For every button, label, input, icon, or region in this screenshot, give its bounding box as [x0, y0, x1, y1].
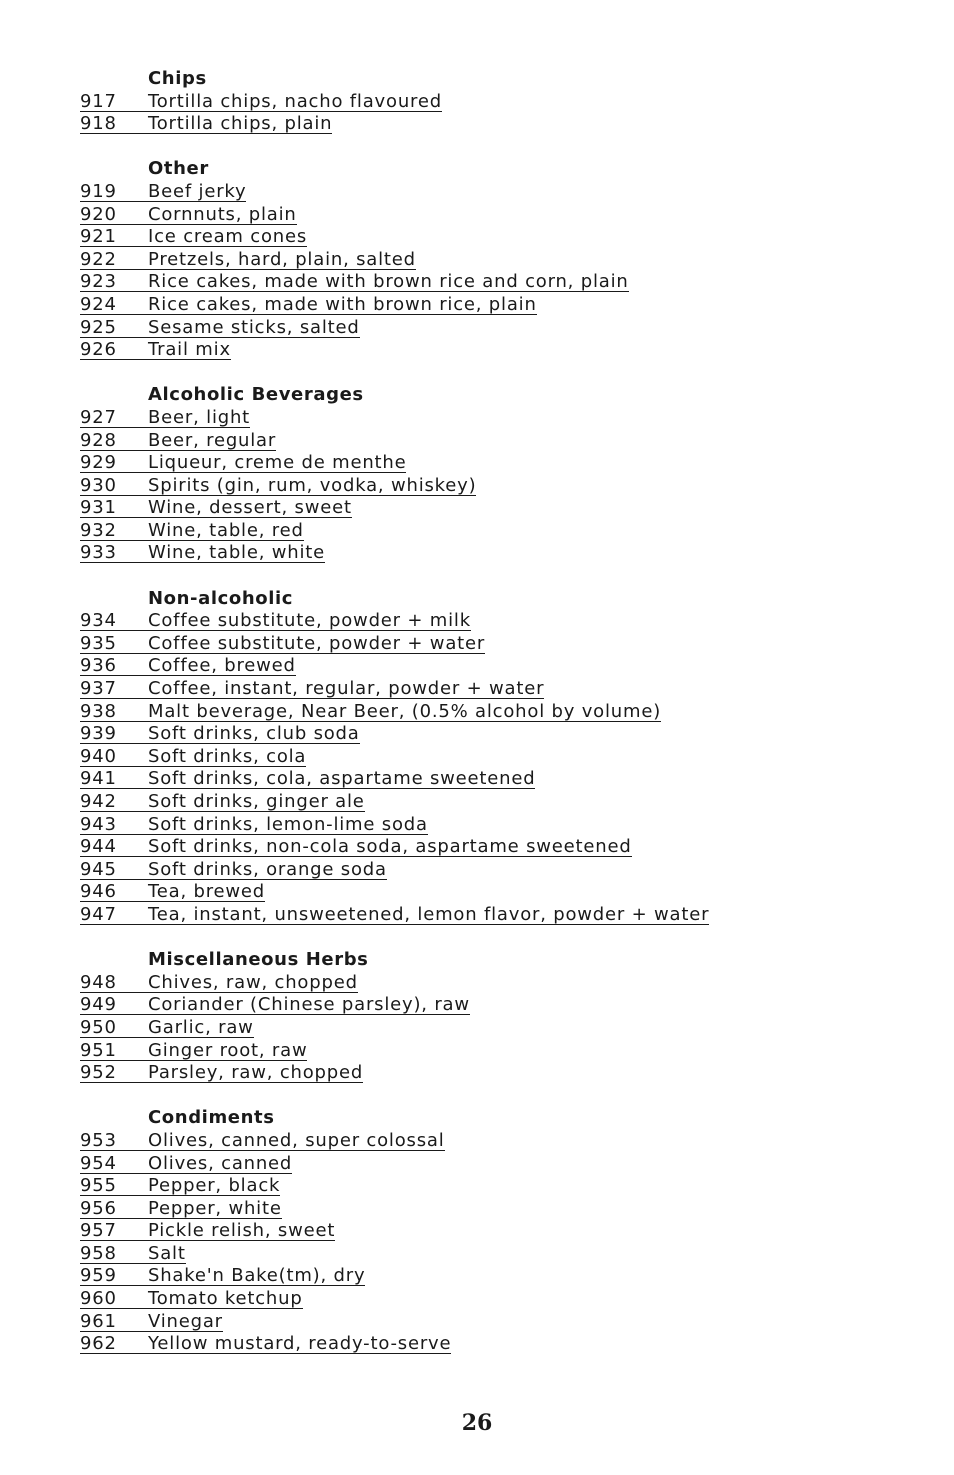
food-item-underlined — [80, 92, 442, 112]
food-item-row — [80, 1040, 880, 1063]
food-item-underlined — [80, 611, 471, 631]
food-item-row — [80, 113, 880, 136]
food-item-underlined — [80, 543, 325, 563]
food-code: 933 — [80, 542, 117, 564]
food-code: 944 — [80, 836, 117, 858]
food-item-row — [80, 859, 880, 882]
food-item-underlined — [80, 498, 352, 518]
food-description: Pepper, black — [148, 1175, 281, 1197]
food-item-row — [80, 633, 880, 656]
food-description: Pickle relish, sweet — [148, 1220, 336, 1242]
food-description: Coffee substitute, powder + milk — [148, 610, 471, 632]
food-code: 932 — [80, 519, 117, 541]
food-item-row — [80, 1288, 880, 1311]
food-code: 954 — [80, 1152, 117, 1174]
food-item-underlined — [80, 634, 485, 654]
section-heading: Condiments — [148, 1107, 275, 1129]
food-description: Rice cakes, made with brown rice and corn, plain — [148, 271, 629, 293]
food-code: 945 — [80, 858, 117, 880]
food-description: Tea, instant, unsweetened, lemon flavor, powder + water — [148, 903, 710, 925]
food-section — [80, 384, 880, 565]
food-code: 920 — [80, 203, 117, 225]
food-description: Soft drinks, orange soda — [148, 858, 387, 880]
food-code: 947 — [80, 903, 117, 925]
food-description: Wine, table, red — [148, 519, 304, 541]
food-item-row — [80, 226, 880, 249]
food-item-row — [80, 497, 880, 520]
food-description: Soft drinks, non-cola soda, aspartame sweetened — [148, 836, 632, 858]
food-description: Olives, canned, super colossal — [148, 1129, 445, 1151]
food-item-row — [80, 1265, 880, 1288]
food-item-row — [80, 542, 880, 565]
food-item-row — [80, 294, 880, 317]
food-description: Tomato ketchup — [148, 1288, 303, 1310]
food-item-row — [80, 723, 880, 746]
food-code: 949 — [80, 994, 117, 1016]
food-description: Tortilla chips, plain — [148, 113, 333, 135]
food-item-underlined — [80, 1266, 365, 1286]
food-item-underlined — [80, 1176, 280, 1196]
food-description: Pretzels, hard, plain, salted — [148, 248, 416, 270]
food-section — [80, 158, 880, 361]
food-code: 955 — [80, 1175, 117, 1197]
food-code: 950 — [80, 1016, 117, 1038]
food-description: Wine, dessert, sweet — [148, 497, 352, 519]
food-item-row — [80, 1333, 880, 1356]
food-item-underlined — [80, 679, 544, 699]
food-item-row — [80, 317, 880, 340]
food-item-underlined — [80, 792, 365, 812]
food-item-row — [80, 339, 880, 362]
food-item-row — [80, 1198, 880, 1221]
food-item-row — [80, 1153, 880, 1176]
food-item-row — [80, 791, 880, 814]
food-item-row — [80, 904, 880, 927]
food-description: Ice cream cones — [148, 226, 308, 248]
food-item-row — [80, 655, 880, 678]
food-item-underlined — [80, 521, 304, 541]
food-description: Liqueur, creme de menthe — [148, 452, 407, 474]
food-item-underlined — [80, 250, 416, 270]
food-code: 958 — [80, 1242, 117, 1264]
food-item-row — [80, 407, 880, 430]
food-description: Spirits (gin, rum, vodka, whiskey) — [148, 474, 477, 496]
food-item-underlined — [80, 656, 296, 676]
food-description: Ginger root, raw — [148, 1039, 308, 1061]
food-code: 929 — [80, 452, 117, 474]
food-item-underlined — [80, 431, 276, 451]
food-code: 935 — [80, 632, 117, 654]
food-item-row — [80, 836, 880, 859]
food-description: Beer, light — [148, 406, 251, 428]
food-item-row — [80, 1017, 880, 1040]
food-description: Soft drinks, cola, aspartame sweetened — [148, 768, 536, 790]
food-item-row — [80, 91, 880, 114]
food-item-underlined — [80, 995, 470, 1015]
food-code: 924 — [80, 293, 117, 315]
food-section — [80, 1107, 880, 1356]
food-description: Coffee substitute, powder + water — [148, 632, 486, 654]
food-item-row — [80, 181, 880, 204]
food-item-row — [80, 972, 880, 995]
section-heading: Miscellaneous Herbs — [148, 949, 369, 971]
food-description: Beef jerky — [148, 180, 247, 202]
food-code: 953 — [80, 1129, 117, 1151]
food-section — [80, 68, 880, 136]
food-code: 928 — [80, 429, 117, 451]
food-item-underlined — [80, 747, 306, 767]
food-description: Tea, brewed — [148, 881, 266, 903]
food-description: Beer, regular — [148, 429, 277, 451]
food-code: 917 — [80, 90, 117, 112]
food-code: 930 — [80, 474, 117, 496]
food-description: Coffee, instant, regular, powder + water — [148, 678, 545, 700]
food-description: Yellow mustard, ready-to-serve — [148, 1333, 452, 1355]
food-item-underlined — [80, 1244, 186, 1264]
food-item-underlined — [80, 205, 297, 225]
food-item-underlined — [80, 1312, 223, 1332]
food-item-underlined — [80, 227, 307, 247]
food-item-row — [80, 994, 880, 1017]
food-item-underlined — [80, 453, 406, 473]
food-code: 943 — [80, 813, 117, 835]
food-item-underlined — [80, 905, 709, 925]
food-description: Soft drinks, lemon-lime soda — [148, 813, 428, 835]
food-code: 956 — [80, 1197, 117, 1219]
food-item-underlined — [80, 1063, 363, 1083]
food-item-underlined — [80, 882, 265, 902]
food-item-row — [80, 814, 880, 837]
food-item-underlined — [80, 476, 476, 496]
food-description: Pepper, white — [148, 1197, 282, 1219]
food-item-row — [80, 430, 880, 453]
food-item-underlined — [80, 114, 332, 134]
food-description: Olives, canned — [148, 1152, 293, 1174]
food-description: Trail mix — [148, 339, 231, 361]
food-item-row — [80, 475, 880, 498]
food-item-underlined — [80, 318, 360, 338]
food-code: 934 — [80, 610, 117, 632]
food-item-underlined — [80, 182, 246, 202]
section-heading: Non-alcoholic — [148, 587, 294, 609]
food-code: 961 — [80, 1310, 117, 1332]
food-item-row — [80, 746, 880, 769]
food-code: 919 — [80, 180, 117, 202]
section-heading: Other — [148, 158, 209, 180]
food-code: 948 — [80, 971, 117, 993]
food-item-row — [80, 520, 880, 543]
food-code: 952 — [80, 1062, 117, 1084]
food-item-underlined — [80, 295, 537, 315]
food-description: Vinegar — [148, 1310, 223, 1332]
food-code: 960 — [80, 1288, 117, 1310]
food-code: 941 — [80, 768, 117, 790]
food-item-underlined — [80, 724, 360, 744]
food-item-underlined — [80, 1289, 303, 1309]
food-code: 937 — [80, 678, 117, 700]
food-item-underlined — [80, 1221, 335, 1241]
food-description: Coffee, brewed — [148, 655, 296, 677]
food-description: Wine, table, white — [148, 542, 326, 564]
food-code: 957 — [80, 1220, 117, 1242]
food-code: 962 — [80, 1333, 117, 1355]
food-section — [80, 949, 880, 1085]
food-item-row — [80, 1311, 880, 1334]
food-code: 925 — [80, 316, 117, 338]
food-item-underlined — [80, 1154, 292, 1174]
food-code: 938 — [80, 700, 117, 722]
section-heading: Chips — [148, 68, 207, 89]
food-item-row — [80, 1130, 880, 1153]
food-section — [80, 588, 880, 927]
food-description: Malt beverage, Near Beer, (0.5% alcohol by volume) — [148, 700, 662, 722]
food-item-underlined — [80, 769, 535, 789]
food-code: 923 — [80, 271, 117, 293]
food-item-row — [80, 1220, 880, 1243]
food-code: 918 — [80, 113, 117, 135]
food-description: Tortilla chips, nacho flavoured — [148, 90, 442, 112]
page-number: 26 — [461, 1410, 493, 1436]
food-item-underlined — [80, 837, 632, 857]
food-item-row — [80, 768, 880, 791]
food-item-row — [80, 701, 880, 724]
food-item-row — [80, 610, 880, 633]
food-item-row — [80, 881, 880, 904]
food-code: 927 — [80, 406, 117, 428]
food-item-underlined — [80, 1199, 282, 1219]
food-code: 959 — [80, 1265, 117, 1287]
food-description: Parsley, raw, chopped — [148, 1062, 364, 1084]
food-item-row — [80, 452, 880, 475]
food-item-underlined — [80, 1334, 451, 1354]
food-item-underlined — [80, 1131, 445, 1151]
food-description: Soft drinks, club soda — [148, 723, 360, 745]
food-description: Shake'n Bake(tm), dry — [148, 1265, 366, 1287]
food-description: Cornnuts, plain — [148, 203, 297, 225]
food-item-row — [80, 249, 880, 272]
food-item-underlined — [80, 815, 428, 835]
food-item-underlined — [80, 408, 250, 428]
food-code: 921 — [80, 226, 117, 248]
food-code: 936 — [80, 655, 117, 677]
food-code: 942 — [80, 791, 117, 812]
food-item-underlined — [80, 860, 387, 880]
food-description: Rice cakes, made with brown rice, plain — [148, 293, 537, 315]
food-item-row — [80, 1243, 880, 1266]
food-item-row — [80, 678, 880, 701]
food-item-underlined — [80, 973, 358, 993]
food-item-row — [80, 1175, 880, 1198]
food-code: 946 — [80, 881, 117, 903]
food-code: 926 — [80, 339, 117, 361]
food-item-underlined — [80, 340, 231, 360]
food-description: Soft drinks, cola — [148, 745, 307, 767]
food-item-row — [80, 271, 880, 294]
food-description: Salt — [148, 1242, 186, 1264]
food-description: Soft drinks, ginger ale — [148, 791, 365, 812]
food-description: Garlic, raw — [148, 1016, 254, 1038]
food-item-row — [80, 1062, 880, 1085]
food-item-underlined — [80, 1041, 307, 1061]
food-code: 939 — [80, 723, 117, 745]
food-item-row — [80, 204, 880, 227]
food-item-underlined — [80, 1018, 254, 1038]
food-description: Chives, raw, chopped — [148, 971, 358, 993]
food-code-list — [80, 68, 880, 1356]
food-code: 951 — [80, 1039, 117, 1061]
food-code: 940 — [80, 745, 117, 767]
food-code: 931 — [80, 497, 117, 519]
food-description: Coriander (Chinese parsley), raw — [148, 994, 470, 1016]
food-item-underlined — [80, 272, 629, 292]
section-heading: Alcoholic Beverages — [148, 384, 364, 406]
food-description: Sesame sticks, salted — [148, 316, 360, 338]
food-item-underlined — [80, 702, 661, 722]
food-code: 922 — [80, 248, 117, 270]
